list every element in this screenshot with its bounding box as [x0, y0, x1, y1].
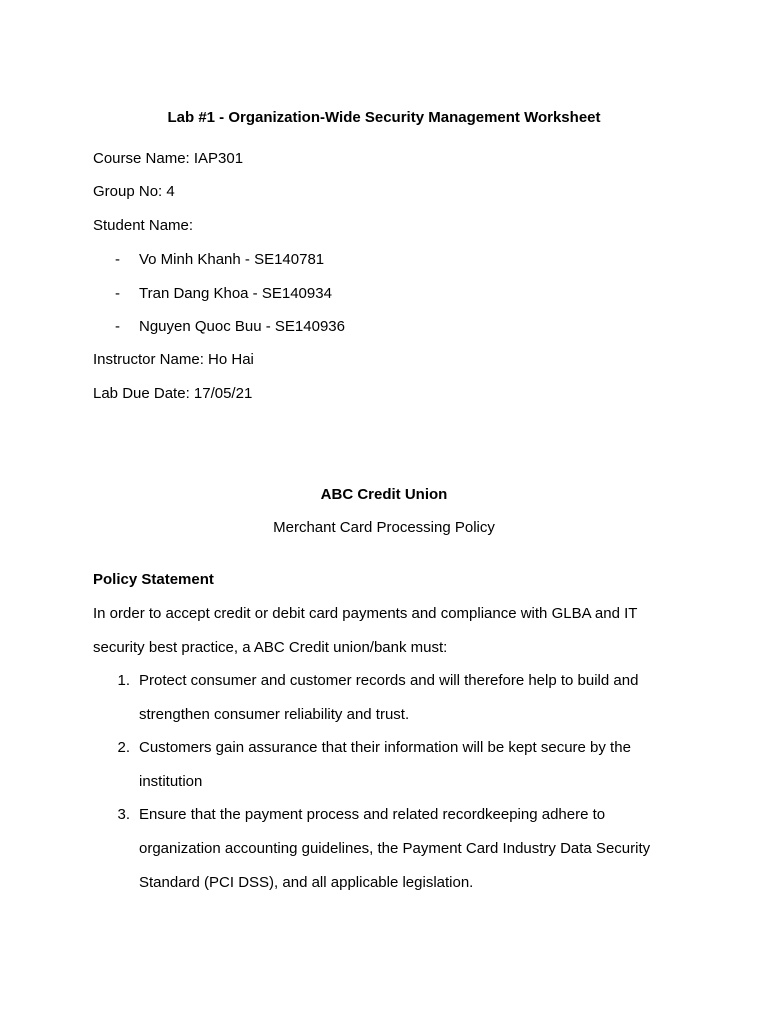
list-number: 1.	[117, 672, 130, 689]
list-item-line: Customers gain assurance that their information will be kept secure by the	[139, 739, 631, 756]
student-bullet: -	[115, 318, 120, 335]
student-bullet: -	[115, 285, 120, 302]
policy-statement-heading: Policy Statement	[93, 571, 214, 588]
student-bullet: -	[115, 251, 120, 268]
document-title: Lab #1 - Organization-Wide Security Management Worksheet	[167, 109, 601, 126]
student-item: Tran Dang Khoa - SE140934	[139, 285, 332, 302]
list-item-line: Protect consumer and customer records and will therefore help to build and	[139, 672, 639, 689]
org-name: ABC Credit Union	[320, 486, 448, 503]
student-name-label: Student Name:	[93, 217, 194, 234]
list-item-line: Ensure that the payment process and related recordkeeping adhere to	[139, 806, 606, 823]
list-number: 2.	[117, 739, 130, 756]
list-item-line: organization accounting guidelines, the Payment Card Industry Data Security	[139, 840, 651, 857]
due-date: Lab Due Date: 17/05/21	[93, 385, 253, 402]
student-item: Nguyen Quoc Buu - SE140936	[139, 318, 345, 335]
list-item-line: institution	[139, 773, 203, 790]
course-name: Course Name: IAP301	[93, 150, 244, 167]
policy-name: Merchant Card Processing Policy	[273, 519, 495, 536]
intro-line: In order to accept credit or debit card payments and compliance with GLBA and IT	[93, 605, 638, 622]
instructor-name: Instructor Name: Ho Hai	[93, 351, 254, 368]
group-number: Group No: 4	[93, 183, 175, 200]
student-item: Vo Minh Khanh - SE140781	[139, 251, 325, 268]
intro-line: security best practice, a ABC Credit union/bank must:	[93, 639, 448, 656]
list-item-line: strengthen consumer reliability and trust.	[139, 706, 410, 723]
list-item-line: Standard (PCI DSS), and all applicable legislation.	[139, 874, 474, 891]
list-number: 3.	[117, 806, 130, 823]
